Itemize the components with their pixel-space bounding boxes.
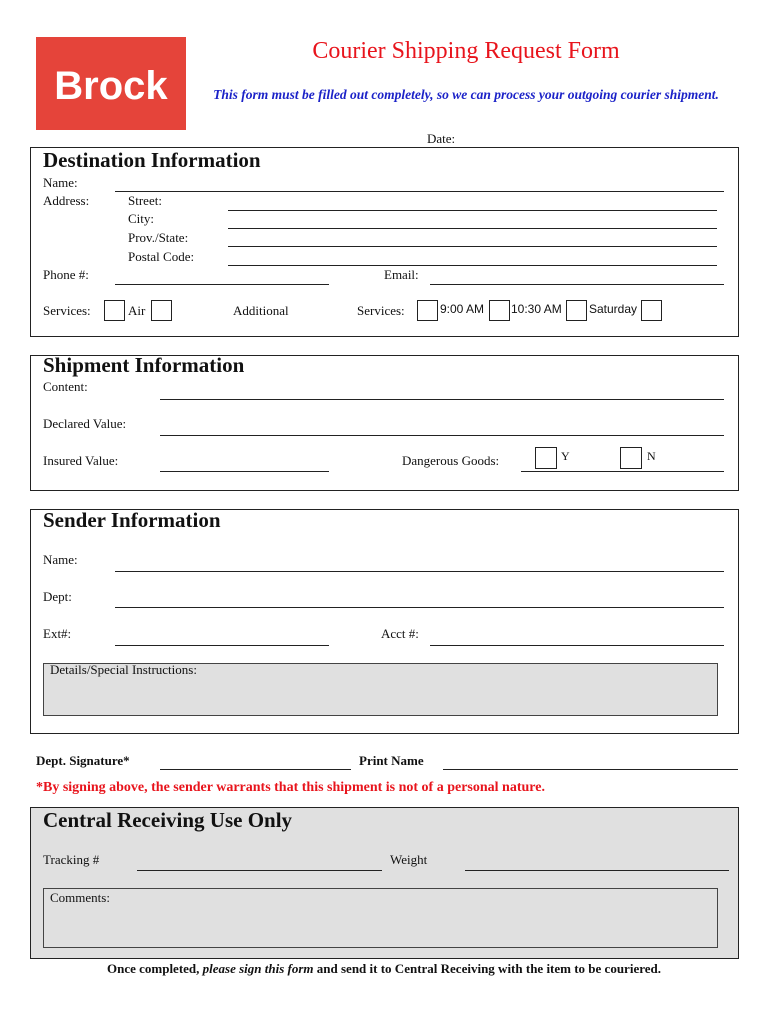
- destination-heading: Destination Information: [43, 148, 261, 172]
- dept-signature-field[interactable]: [160, 769, 351, 770]
- dest-phone-label: Phone #:: [43, 267, 89, 282]
- sender-dept-field[interactable]: [115, 607, 724, 608]
- service-900-checkbox[interactable]: [417, 300, 438, 321]
- dangerous-goods-label: Dangerous Goods:: [402, 453, 500, 468]
- service-saturday-label: Saturday: [589, 302, 638, 316]
- content-field[interactable]: [160, 399, 724, 400]
- sender-ext-field[interactable]: [115, 645, 329, 646]
- dept-signature-label: Dept. Signature*: [36, 753, 130, 768]
- brock-logo: [36, 37, 186, 130]
- dangerous-no-label: N: [647, 449, 656, 463]
- content-label: Content:: [43, 379, 88, 394]
- sender-name-label: Name:: [43, 552, 78, 567]
- service-checkbox-1[interactable]: [104, 300, 125, 321]
- dest-city-field[interactable]: [228, 228, 717, 229]
- declared-value-field[interactable]: [160, 435, 724, 436]
- service-1030-checkbox[interactable]: [489, 300, 510, 321]
- comments-field[interactable]: [43, 888, 718, 948]
- dangerous-yes-checkbox[interactable]: [535, 447, 557, 469]
- comments-label: Comments:: [50, 890, 110, 905]
- declared-value-label: Declared Value:: [43, 416, 127, 431]
- dest-postal-label: Postal Code:: [128, 249, 195, 264]
- signature-warning: *By signing above, the sender warrants that this shipment is not of a personal nature.: [36, 780, 545, 795]
- dest-street-label: Street:: [128, 193, 162, 208]
- service-1030-label: 10:30 AM: [511, 302, 562, 316]
- footer-instructions: [0, 961, 768, 977]
- dest-street-field[interactable]: [228, 210, 717, 211]
- date-label: Date:: [427, 131, 456, 146]
- sender-heading: Sender Information: [43, 508, 221, 532]
- air-label: Air: [128, 303, 146, 318]
- service-1030-checkbox-2[interactable]: [566, 300, 587, 321]
- service-900-label: 9:00 AM: [440, 302, 485, 316]
- dest-email-field[interactable]: [430, 284, 724, 285]
- form-title: Courier Shipping Request Form: [312, 38, 620, 64]
- sender-acct-label: Acct #:: [381, 626, 419, 641]
- shipment-heading: Shipment Information: [43, 353, 245, 377]
- insured-value-label: Insured Value:: [43, 453, 119, 468]
- dest-prov-label: Prov./State:: [128, 230, 189, 245]
- dest-postal-field[interactable]: [228, 265, 717, 266]
- service-saturday-checkbox[interactable]: [641, 300, 662, 321]
- dest-email-label: Email:: [384, 267, 419, 282]
- dest-phone-field[interactable]: [115, 284, 329, 285]
- services-label: Services:: [43, 303, 91, 318]
- weight-label: Weight: [390, 852, 428, 867]
- dest-city-label: City:: [128, 211, 155, 226]
- tracking-field[interactable]: [137, 870, 382, 871]
- dangerous-no-checkbox[interactable]: [620, 447, 642, 469]
- dest-prov-field[interactable]: [228, 246, 717, 247]
- footer-part-1: Once completed,: [106, 961, 200, 976]
- tracking-label: Tracking #: [43, 852, 100, 867]
- receiving-heading: Central Receiving Use Only: [43, 808, 293, 832]
- print-name-field[interactable]: [443, 769, 738, 770]
- dest-name-field[interactable]: [115, 191, 724, 192]
- form-subtitle: This form must be filled out completely, so we can process your outgoing courier shipment.: [213, 87, 719, 102]
- sender-acct-field[interactable]: [430, 645, 724, 646]
- dest-name-label: Name:: [43, 175, 78, 190]
- insured-value-field[interactable]: [160, 471, 329, 472]
- dest-address-label: Address:: [43, 193, 90, 208]
- services-2-label: Services:: [357, 303, 405, 318]
- sender-dept-label: Dept:: [43, 589, 72, 604]
- dangerous-yes-label: Y: [561, 449, 570, 463]
- additional-label: Additional: [233, 303, 289, 318]
- sender-ext-label: Ext#:: [43, 626, 72, 641]
- print-name-label: Print Name: [359, 753, 424, 768]
- sender-name-field[interactable]: [115, 571, 724, 572]
- weight-field[interactable]: [465, 870, 729, 871]
- logo-text: Brock: [54, 64, 168, 108]
- footer-part-2: please sign this form: [202, 961, 314, 976]
- footer-part-3: and send it to Central Receiving with the item to be couriered.: [316, 961, 661, 976]
- air-checkbox[interactable]: [151, 300, 172, 321]
- dangerous-goods-line: [521, 471, 724, 472]
- special-instructions-label: Details/Special Instructions:: [50, 662, 197, 677]
